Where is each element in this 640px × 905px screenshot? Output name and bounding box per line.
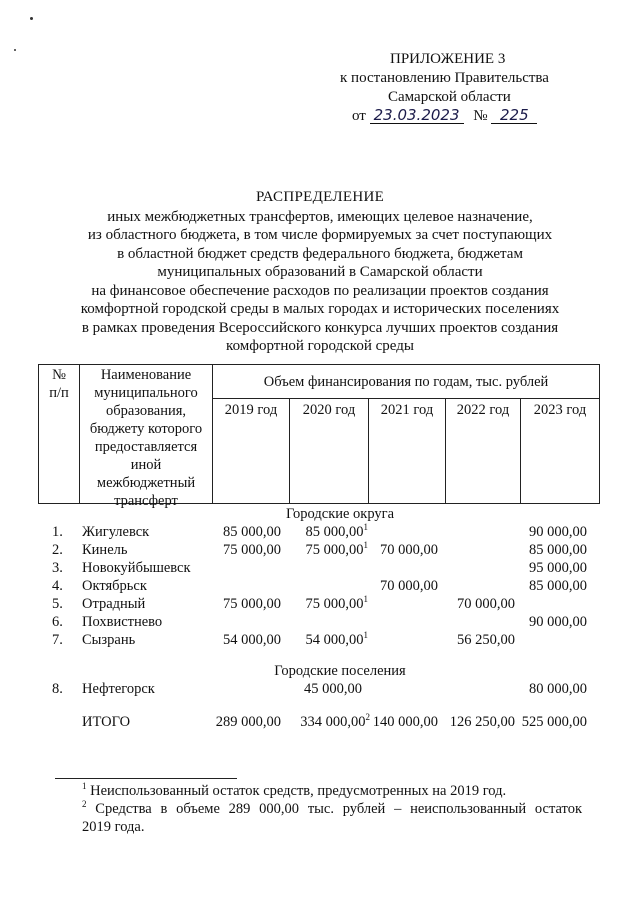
row-value-2019: 75 000,00 <box>223 596 281 612</box>
title-line: из областного бюджета, в том числе формируемых за счет поступающих <box>87 227 553 243</box>
scan-dot <box>30 17 33 20</box>
row-number: 7. <box>52 632 63 648</box>
row-value-2020: 45 000,00 <box>304 681 362 697</box>
header-year-2022: 2022 год <box>445 398 521 504</box>
row-value-2020: 75 000,00$^1$ <box>305 594 368 612</box>
footnote-mark: 1 <box>363 630 368 640</box>
number-value: 225 <box>491 107 537 124</box>
footnote-mark: 2 <box>365 712 370 722</box>
document-title <box>40 188 600 356</box>
total-2019: 289 000,00 <box>215 714 281 730</box>
row-value-2020: 85 000,00$^1$ <box>305 522 368 540</box>
total-label: ИТОГО <box>82 714 131 730</box>
row-municipality: Октябрьск <box>82 578 147 594</box>
appendix-decree: к постановлению Правительства <box>340 70 549 86</box>
footnote-1-mark: 1 <box>82 781 87 791</box>
row-value-2022: 56 250,00 <box>457 632 515 648</box>
title-line: комфортной городской среды <box>226 338 414 354</box>
row-value-2019: 75 000,00 <box>223 542 281 558</box>
row-number: 4. <box>52 578 63 594</box>
appendix-region: Самарской области <box>388 89 511 105</box>
date-value: 23.03.2023 <box>370 107 464 124</box>
row-number: 5. <box>52 596 63 612</box>
appendix-title: ПРИЛОЖЕНИЕ 3 <box>390 51 506 67</box>
row-value-2021: 70 000,00 <box>380 578 438 594</box>
footnote-2-continued: 2019 года. <box>82 819 145 835</box>
title-line: в рамках проведения Всероссийского конкурса лучших проектов создания <box>81 319 559 336</box>
row-value-2019: 54 000,00 <box>223 632 281 648</box>
date-prefix: от <box>352 108 366 124</box>
title-line: на финансовое обеспечение расходов по реализации проектов создания <box>91 282 549 299</box>
footnote-2: $^2$ Средства в объеме 289 000,00 тыс. рублей – неиспользованный остаток <box>82 799 582 817</box>
total-2023: 525 000,00 <box>521 714 587 730</box>
row-value-2023: 85 000,00 <box>529 542 587 558</box>
row-value-2023: 90 000,00 <box>529 524 587 540</box>
section-city-districts: Городские округа <box>285 506 395 522</box>
header-funding-group: Объем финансирования по годам, тыс. рублей <box>212 364 600 399</box>
footnote-mark: 1 <box>363 540 368 550</box>
header-year-2020: 2020 год <box>289 398 369 504</box>
footnote-mark: 1 <box>363 522 368 532</box>
number-prefix: № <box>473 108 488 124</box>
row-value-2020: 75 000,00$^1$ <box>305 540 368 558</box>
scan-dot <box>14 49 16 51</box>
row-value-2023: 95 000,00 <box>529 560 587 576</box>
row-number: 1. <box>52 524 63 540</box>
row-municipality: Жигулевск <box>82 524 150 540</box>
appendix-block <box>340 50 580 126</box>
appendix-date-line <box>340 107 580 126</box>
section-urban-settlements: Городские поселения <box>274 663 406 679</box>
title-line: иных межбюджетных трансфертов, имеющих целевое назначение, <box>107 208 533 225</box>
row-municipality: Нефтегорск <box>82 681 155 697</box>
header-year-2023: 2023 год <box>520 398 600 504</box>
row-number: 2. <box>52 542 63 558</box>
footnote-2-mark: 2 <box>82 799 87 809</box>
table-header <box>38 364 600 509</box>
footnote-mark: 1 <box>363 594 368 604</box>
title-heading: РАСПРЕДЕЛЕНИЕ <box>255 189 385 205</box>
header-year-2019: 2019 год <box>212 398 290 504</box>
row-value-2023: 80 000,00 <box>529 681 587 697</box>
footnote-separator <box>55 778 237 779</box>
title-line: комфортной городской среды в малых городах и исторических поселениях <box>80 301 560 317</box>
row-municipality: Похвистнево <box>82 614 163 630</box>
header-name: Наименование муниципального образования, бюджету которого предоставляется иной межбюджетный трансферт <box>79 364 213 504</box>
row-municipality: Сызрань <box>82 632 136 648</box>
total-2022: 126 250,00 <box>449 714 515 730</box>
row-municipality: Кинель <box>82 542 128 558</box>
row-value-2023: 85 000,00 <box>529 578 587 594</box>
header-year-2021: 2021 год <box>368 398 446 504</box>
title-line: в областной бюджет средств федерального бюджета, бюджетам <box>117 245 523 262</box>
row-value-2023: 90 000,00 <box>529 614 587 630</box>
row-value-2019: 85 000,00 <box>223 524 281 540</box>
row-value-2022: 70 000,00 <box>457 596 515 612</box>
title-line: муниципальных образований в Самарской области <box>157 264 483 280</box>
row-municipality: Новокуйбышевск <box>82 560 191 576</box>
header-num: № п/п <box>38 364 80 504</box>
row-number: 3. <box>52 560 63 576</box>
total-2021: 140 000,00 <box>372 714 438 730</box>
row-value-2021: 70 000,00 <box>380 542 438 558</box>
row-number: 6. <box>52 614 63 630</box>
row-municipality: Отрадный <box>82 596 146 612</box>
row-number: 8. <box>52 681 63 697</box>
row-value-2020: 54 000,00$^1$ <box>305 630 368 648</box>
footnote-1: $^1$ Неиспользованный остаток средств, предусмотренных на 2019 год. <box>82 781 507 799</box>
total-2020: 334 000,00$^2$ <box>300 712 370 730</box>
